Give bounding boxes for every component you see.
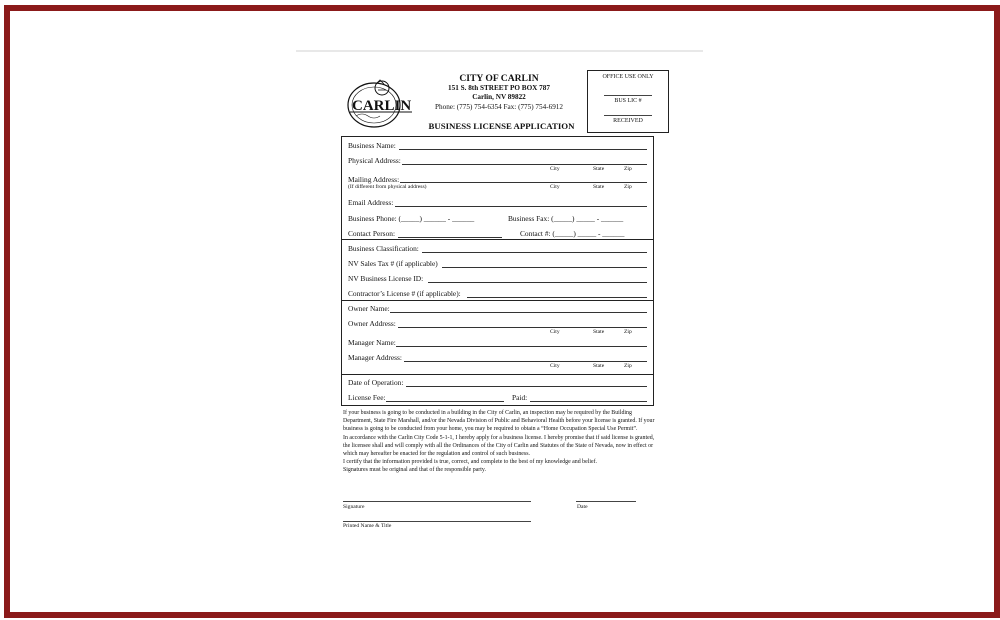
signature-label: Signature: [343, 504, 365, 510]
license-application-document: [296, 50, 703, 572]
physical-address-label: Physical Address:: [348, 156, 401, 165]
mailing-note: (If different from physical address): [348, 184, 427, 190]
owner-address-label: Owner Address:: [348, 319, 396, 328]
business-name-label: Business Name:: [348, 141, 396, 150]
physical-city-label: City: [550, 166, 560, 172]
operation-fee-section: [341, 374, 654, 406]
manager-state-label: State: [593, 363, 605, 369]
city-header: [420, 74, 578, 112]
date-of-operation-field[interactable]: [406, 386, 647, 387]
date-of-operation-label: Date of Operation:: [348, 378, 404, 387]
business-phone-label[interactable]: Business Phone: (_____) ______ - ______: [348, 214, 475, 223]
owner-zip-label: Zip: [624, 329, 632, 335]
office-use-box: [587, 70, 669, 133]
paid-field[interactable]: [530, 401, 647, 402]
terms-text: [343, 409, 658, 475]
paid-label: Paid:: [512, 393, 528, 402]
received-line: [604, 115, 652, 116]
application-title: BUSINESS LICENSE APPLICATION: [428, 121, 575, 131]
date-line[interactable]: [576, 501, 636, 502]
owner-manager-section: [341, 300, 654, 375]
nv-license-field[interactable]: [428, 282, 647, 283]
certify-paragraph: I certify that the information provided is true, correct, and complete to the best of my knowledge and belief.: [343, 459, 598, 466]
owner-name-label: Owner Name:: [348, 304, 390, 313]
logo-wordmark: CARLIN: [352, 98, 412, 114]
manager-city-label: City: [550, 363, 560, 369]
bus-lic-label: BUS LIC #: [614, 98, 642, 104]
classification-section: [341, 239, 654, 301]
physical-zip-label: Zip: [624, 166, 632, 172]
code-paragraph: In accordance with the Carlin City Code 5-1-1, I hereby apply for a business license. I hereby promise that if said license is granted, the licensee shall and will comply with all the Ordinances of the City of Carlin and Statutes of the State of Nevada, now in effect or which may hereafter be enacted for the regulation and control of such business.: [343, 434, 655, 458]
sales-tax-label: NV Sales Tax # (if applicable): [348, 259, 438, 268]
contact-person-label: Contact Person:: [348, 229, 396, 238]
contact-number-label[interactable]: Contact #: (_____) _____ - ______: [520, 229, 625, 238]
email-address-label: Email Address:: [348, 198, 394, 207]
bus-lic-line: [604, 95, 652, 96]
printed-name-label: Printed Name & Title: [343, 523, 392, 529]
license-fee-field[interactable]: [386, 401, 504, 402]
city-state-zip: Carlin, NV 89822: [472, 93, 526, 102]
contractor-license-label: Contractor’s License # (if applicable):: [348, 289, 461, 298]
mailing-zip-label: Zip: [624, 184, 632, 190]
date-label: Date: [577, 504, 588, 510]
manager-address-field[interactable]: [404, 361, 647, 362]
printed-name-line[interactable]: [343, 521, 531, 522]
mailing-address-label: Mailing Address:: [348, 175, 400, 184]
manager-name-field[interactable]: [396, 346, 647, 347]
sales-tax-field[interactable]: [442, 267, 647, 268]
office-use-title: OFFICE USE ONLY: [602, 74, 654, 80]
classification-label: Business Classification:: [348, 244, 419, 253]
license-fee-label: License Fee:: [348, 393, 386, 402]
owner-city-label: City: [550, 329, 560, 335]
email-address-field[interactable]: [395, 206, 647, 207]
signature-line[interactable]: [343, 501, 531, 502]
owner-name-field[interactable]: [390, 312, 647, 313]
city-name: CITY OF CARLIN: [459, 73, 539, 84]
manager-zip-label: Zip: [624, 363, 632, 369]
mailing-city-label: City: [550, 184, 560, 190]
mailing-state-label: State: [593, 184, 605, 190]
manager-address-label: Manager Address:: [348, 353, 402, 362]
classification-field[interactable]: [422, 252, 647, 253]
inspection-paragraph: If your business is going to be conducted in a building in the City of Carlin, an inspection may be required by the Building Department, State Fire Marshall, and/or the Nevada Division of Public and Behavioral Health before your license is granted. If your business is going to be conducted from your home, you may be required to obtain a “Home Occupation Special Use Permit”.: [343, 410, 655, 433]
city-phone-fax: Phone: (775) 754-6354 Fax: (775) 754-6912: [435, 102, 563, 111]
signature-note-paragraph: Signatures must be original and that of the responsible party.: [343, 467, 486, 474]
nv-license-label: NV Business License ID:: [348, 274, 424, 283]
physical-state-label: State: [593, 166, 605, 172]
business-info-section: [341, 136, 654, 240]
manager-name-label: Manager Name:: [348, 338, 396, 347]
business-name-field[interactable]: [399, 149, 647, 150]
contractor-license-field[interactable]: [467, 297, 647, 298]
owner-state-label: State: [593, 329, 605, 335]
physical-address-field[interactable]: [402, 164, 647, 165]
owner-address-field[interactable]: [398, 327, 647, 328]
contact-person-field[interactable]: [398, 237, 502, 238]
business-fax-label[interactable]: Business Fax: (_____) _____ - ______: [508, 214, 624, 223]
mailing-address-field[interactable]: [400, 182, 647, 183]
city-logo-icon: [344, 78, 416, 130]
received-label: RECEIVED: [613, 118, 643, 124]
city-address: 151 S. 8th STREET PO BOX 787: [448, 83, 550, 92]
